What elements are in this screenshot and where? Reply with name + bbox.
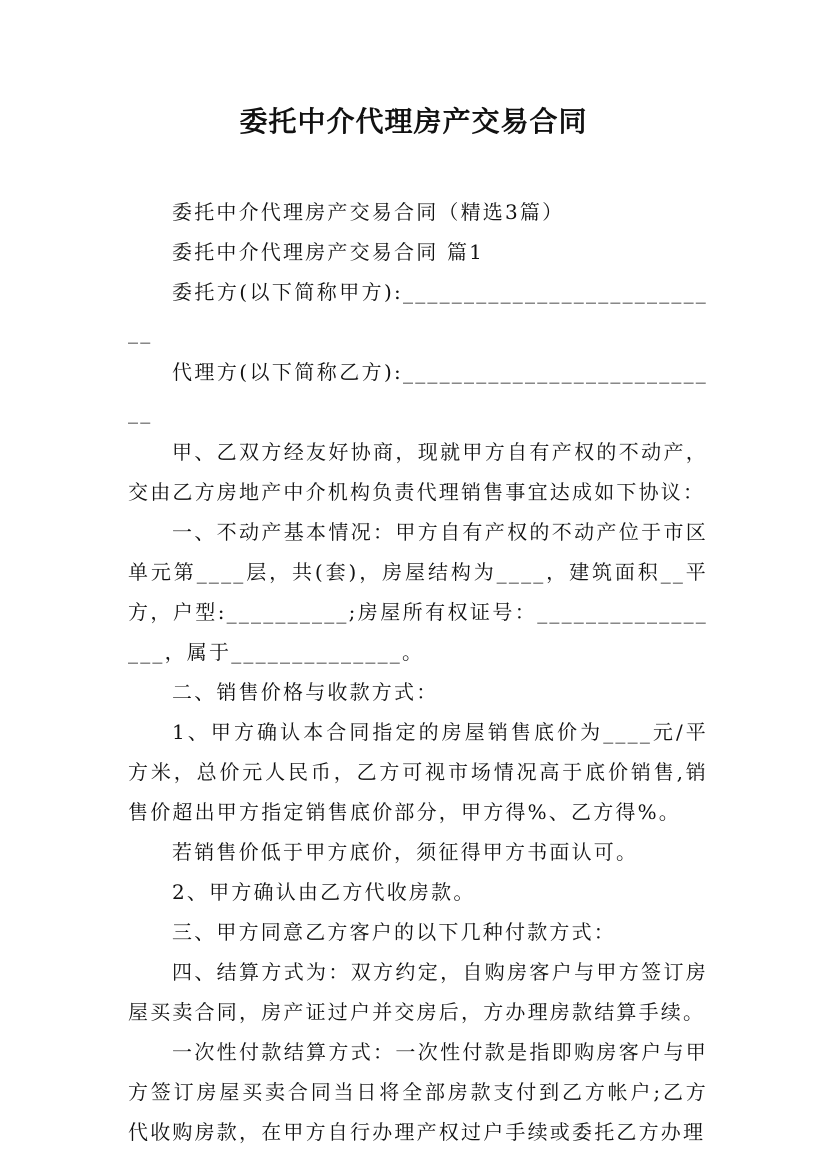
paragraph-clause-2-note: 若销售价低于甲方底价，须征得甲方书面认可。 [172, 840, 639, 864]
paragraph-clause-2-2: 2、甲方确认由乙方代收房款。 [172, 880, 476, 904]
paragraph-clause-2: 二、销售价格与收款方式： [172, 680, 439, 704]
paragraph-clause-4: 四、结算方式为：双方约定，自购房客户与甲方签订房屋买卖合同，房产证过户并交房后，方办理房款结算手续。 [128, 960, 708, 1024]
paragraph-subtitle: 委托中介代理房产交易合同（精选3篇） [172, 200, 565, 224]
paragraph-clause-1: 一、不动产基本情况：甲方自有产权的不动产位于市区单元第____层，共(套)，房屋结构为____，建筑面积__平方，户型:__________;房屋所有权证号：_________________，属于______________。 [128, 520, 708, 664]
document-body [128, 192, 708, 1152]
document-title: 委托中介代理房产交易合同 [239, 105, 588, 138]
paragraph-lump-sum: 一次性付款结算方式：一次性付款是指即购房客户与甲方签订房屋买卖合同当日将全部房款支付到乙方帐户;乙方代收购房款，在甲方自行办理产权过户手续或委托乙方办理 [128, 1040, 708, 1144]
paragraph-section-heading: 委托中介代理房产交易合同 篇1 [172, 240, 485, 264]
paragraph-clause-3: 三、甲方同意乙方客户的以下几种付款方式： [172, 920, 616, 944]
paragraph-agent: 代理方(以下简称乙方):___________________________ [128, 360, 708, 424]
paragraph-principal: 委托方(以下简称甲方):___________________________ [128, 280, 708, 344]
paragraph-intro: 甲、乙双方经友好协商，现就甲方自有产权的不动产，交由乙方房地产中介机构负责代理销售事宜达成如下协议： [128, 440, 708, 504]
paragraph-clause-2-1: 1、甲方确认本合同指定的房屋销售底价为____元/平方米，总价元人民币，乙方可视市场情况高于底价销售,销售价超出甲方指定销售底价部分，甲方得%、乙方得%。 [128, 720, 708, 824]
